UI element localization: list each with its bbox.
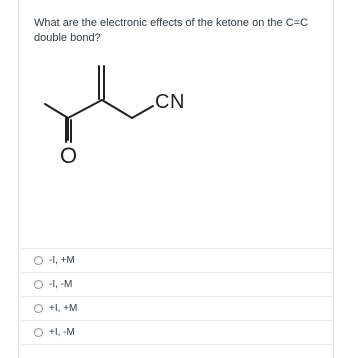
answer-option-label: -I, -M [49, 279, 73, 290]
radio-button[interactable] [34, 256, 43, 265]
answer-option-2[interactable] [22, 272, 332, 296]
radio-button[interactable] [34, 328, 43, 337]
answer-option-3[interactable] [22, 296, 332, 320]
answer-option-label: +I, +M [49, 303, 78, 314]
oxygen-label: O [60, 143, 78, 168]
answer-option-1[interactable] [22, 248, 332, 272]
answer-options [22, 248, 332, 345]
question-text: What are the electronic effects of the ketone on the C=C double bond? [34, 17, 309, 44]
nitrile-label: CN [155, 91, 185, 113]
answer-option-label: +I, -M [49, 327, 75, 338]
answer-option-label: -I, +M [49, 255, 75, 266]
answer-option-4[interactable] [22, 320, 332, 345]
radio-button[interactable] [34, 280, 43, 289]
radio-button[interactable] [34, 304, 43, 313]
